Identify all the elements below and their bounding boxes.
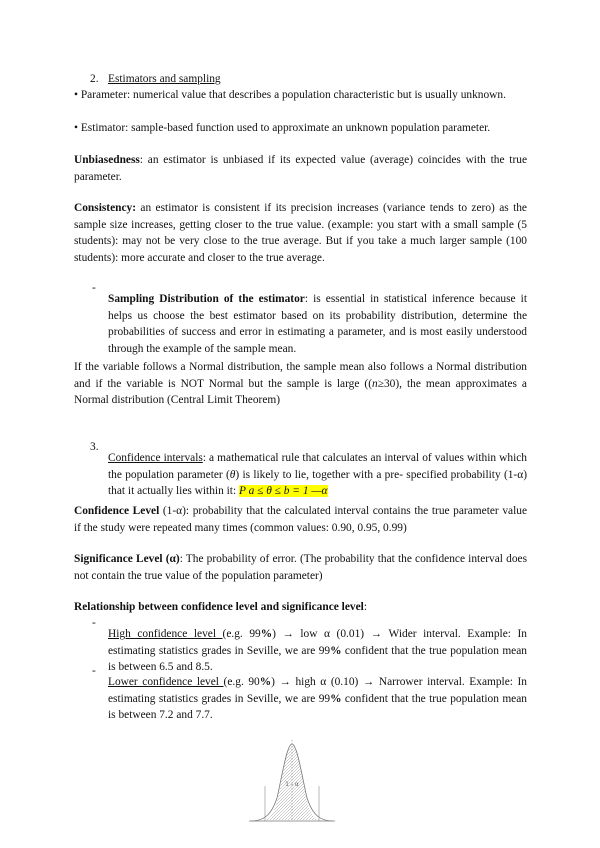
relationship-dash-2: - (92, 665, 96, 677)
confidence-level-text: (1-α): probability that the calculated interval contains the true parameter value if the study were repeated many times (common values: 0.90, 0.95, 0.99) (74, 505, 528, 534)
consistency-term: Consistency: (74, 202, 137, 214)
significance-level-text: : The probability of error. (The probability that the confidence interval does not contain the true value of the population parameter) (74, 553, 527, 582)
sampling-dash: - (92, 282, 96, 294)
confidence-level-term: Confidence Level (74, 505, 160, 517)
bullet-parameter: • Parameter: numerical value that describes a population characteristic but is usually unknown. (74, 89, 506, 101)
sampling-distribution-text: : is essential in statistical inference because it helps us choose the best estimator based on its probability distribution, determine the probabilities of success and error in estimating a parameter, and is most easily understood through the example of the sample mean. (108, 293, 527, 355)
high-confidence-label: High confidence level (108, 628, 223, 641)
relationship-dash-1: - (92, 617, 96, 629)
section3-text-a: : a mathematical rule that calculates an interval of values within which the population parameter ( (108, 452, 527, 481)
lower-confidence-label: Lower confidence level (108, 676, 224, 689)
relationship-item-high (108, 626, 527, 676)
high-text-c: confident that the true population mean is between 6.5 and 8.5. (108, 644, 527, 674)
bullet-estimator: • Estimator: sample-based function used to approximate an unknown population parameter. (74, 122, 491, 134)
unbiasedness-paragraph (74, 152, 527, 185)
sampling-distribution-term: Sampling Distribution of the estimator (108, 293, 305, 306)
sampling-distribution-paragraph (108, 291, 527, 357)
high-pct2: % (330, 644, 342, 657)
unbiasedness-term: Unbiasedness (74, 154, 140, 166)
probability-formula: P a ≤ θ ≤ b = 1 —α (238, 485, 328, 498)
n-variable: n (372, 377, 378, 390)
relationship-item-lower (108, 674, 527, 724)
section3-text-b: ) is likely to lie, together with a pre- specified probability (1-α) that it actually lies within it: (108, 468, 527, 498)
relationship-colon: : (363, 601, 367, 613)
center-label: 1 - α (285, 781, 299, 788)
lower-pct: % (259, 676, 272, 689)
section3-title: Confidence intervals (108, 452, 203, 465)
confidence-level-paragraph (74, 503, 527, 536)
lower-text-c: confident that the true population mean is between 7.2 and 7.7. (108, 692, 527, 722)
high-pct: % (260, 628, 273, 641)
lower-text-a: (e.g. 90 (223, 676, 260, 689)
lower-text-b: ) → high α (0.10) → Narrower interval. Example: In estimating statistics grades in Seville, we are 99 (108, 676, 527, 705)
high-text-b: ) → low α (0.01) → Wider interval. Example: In estimating statistics grades in Seville, we are 99 (108, 628, 527, 657)
section3-paragraph (108, 450, 527, 500)
relationship-title: Relationship between confidence level and significance level (74, 601, 364, 613)
section3-number: 3. (90, 441, 99, 453)
relationship-heading (74, 599, 527, 616)
normal-distribution-figure (249, 736, 335, 824)
normal-text-a: If the variable follows a Normal distribution, the sample mean also follows a Normal distribution and if the variable is NOT Normal but the sample is large (( (74, 361, 527, 390)
significance-level-paragraph (74, 551, 527, 584)
theta-symbol: θ (229, 468, 236, 481)
significance-level-term: Significance Level (α) (74, 553, 180, 565)
section2-number: 2. (90, 73, 99, 85)
normal-paragraph (74, 359, 527, 409)
consistency-text: an estimator is consistent if its precision increases (variance tends to zero) as the sample size increases, getting closer to the true value. (example: you start with a small sample (5 students): may not be very close to the true average. But if you take a much larger sample (100 students): more accurate and closer to the true average. (74, 202, 527, 264)
consistency-paragraph (74, 200, 527, 266)
unbiasedness-text: : an estimator is unbiased if its expected value (average) coincides with the true parameter. (74, 154, 527, 183)
section2-heading (90, 71, 221, 88)
section2-title: Estimators and sampling (108, 73, 221, 85)
lower-pct2: % (330, 692, 342, 705)
normal-text-b: ≥30), the mean approximates a Normal distribution (Central Limit Theorem) (74, 377, 527, 406)
high-text-a: (e.g. 99 (222, 628, 261, 641)
